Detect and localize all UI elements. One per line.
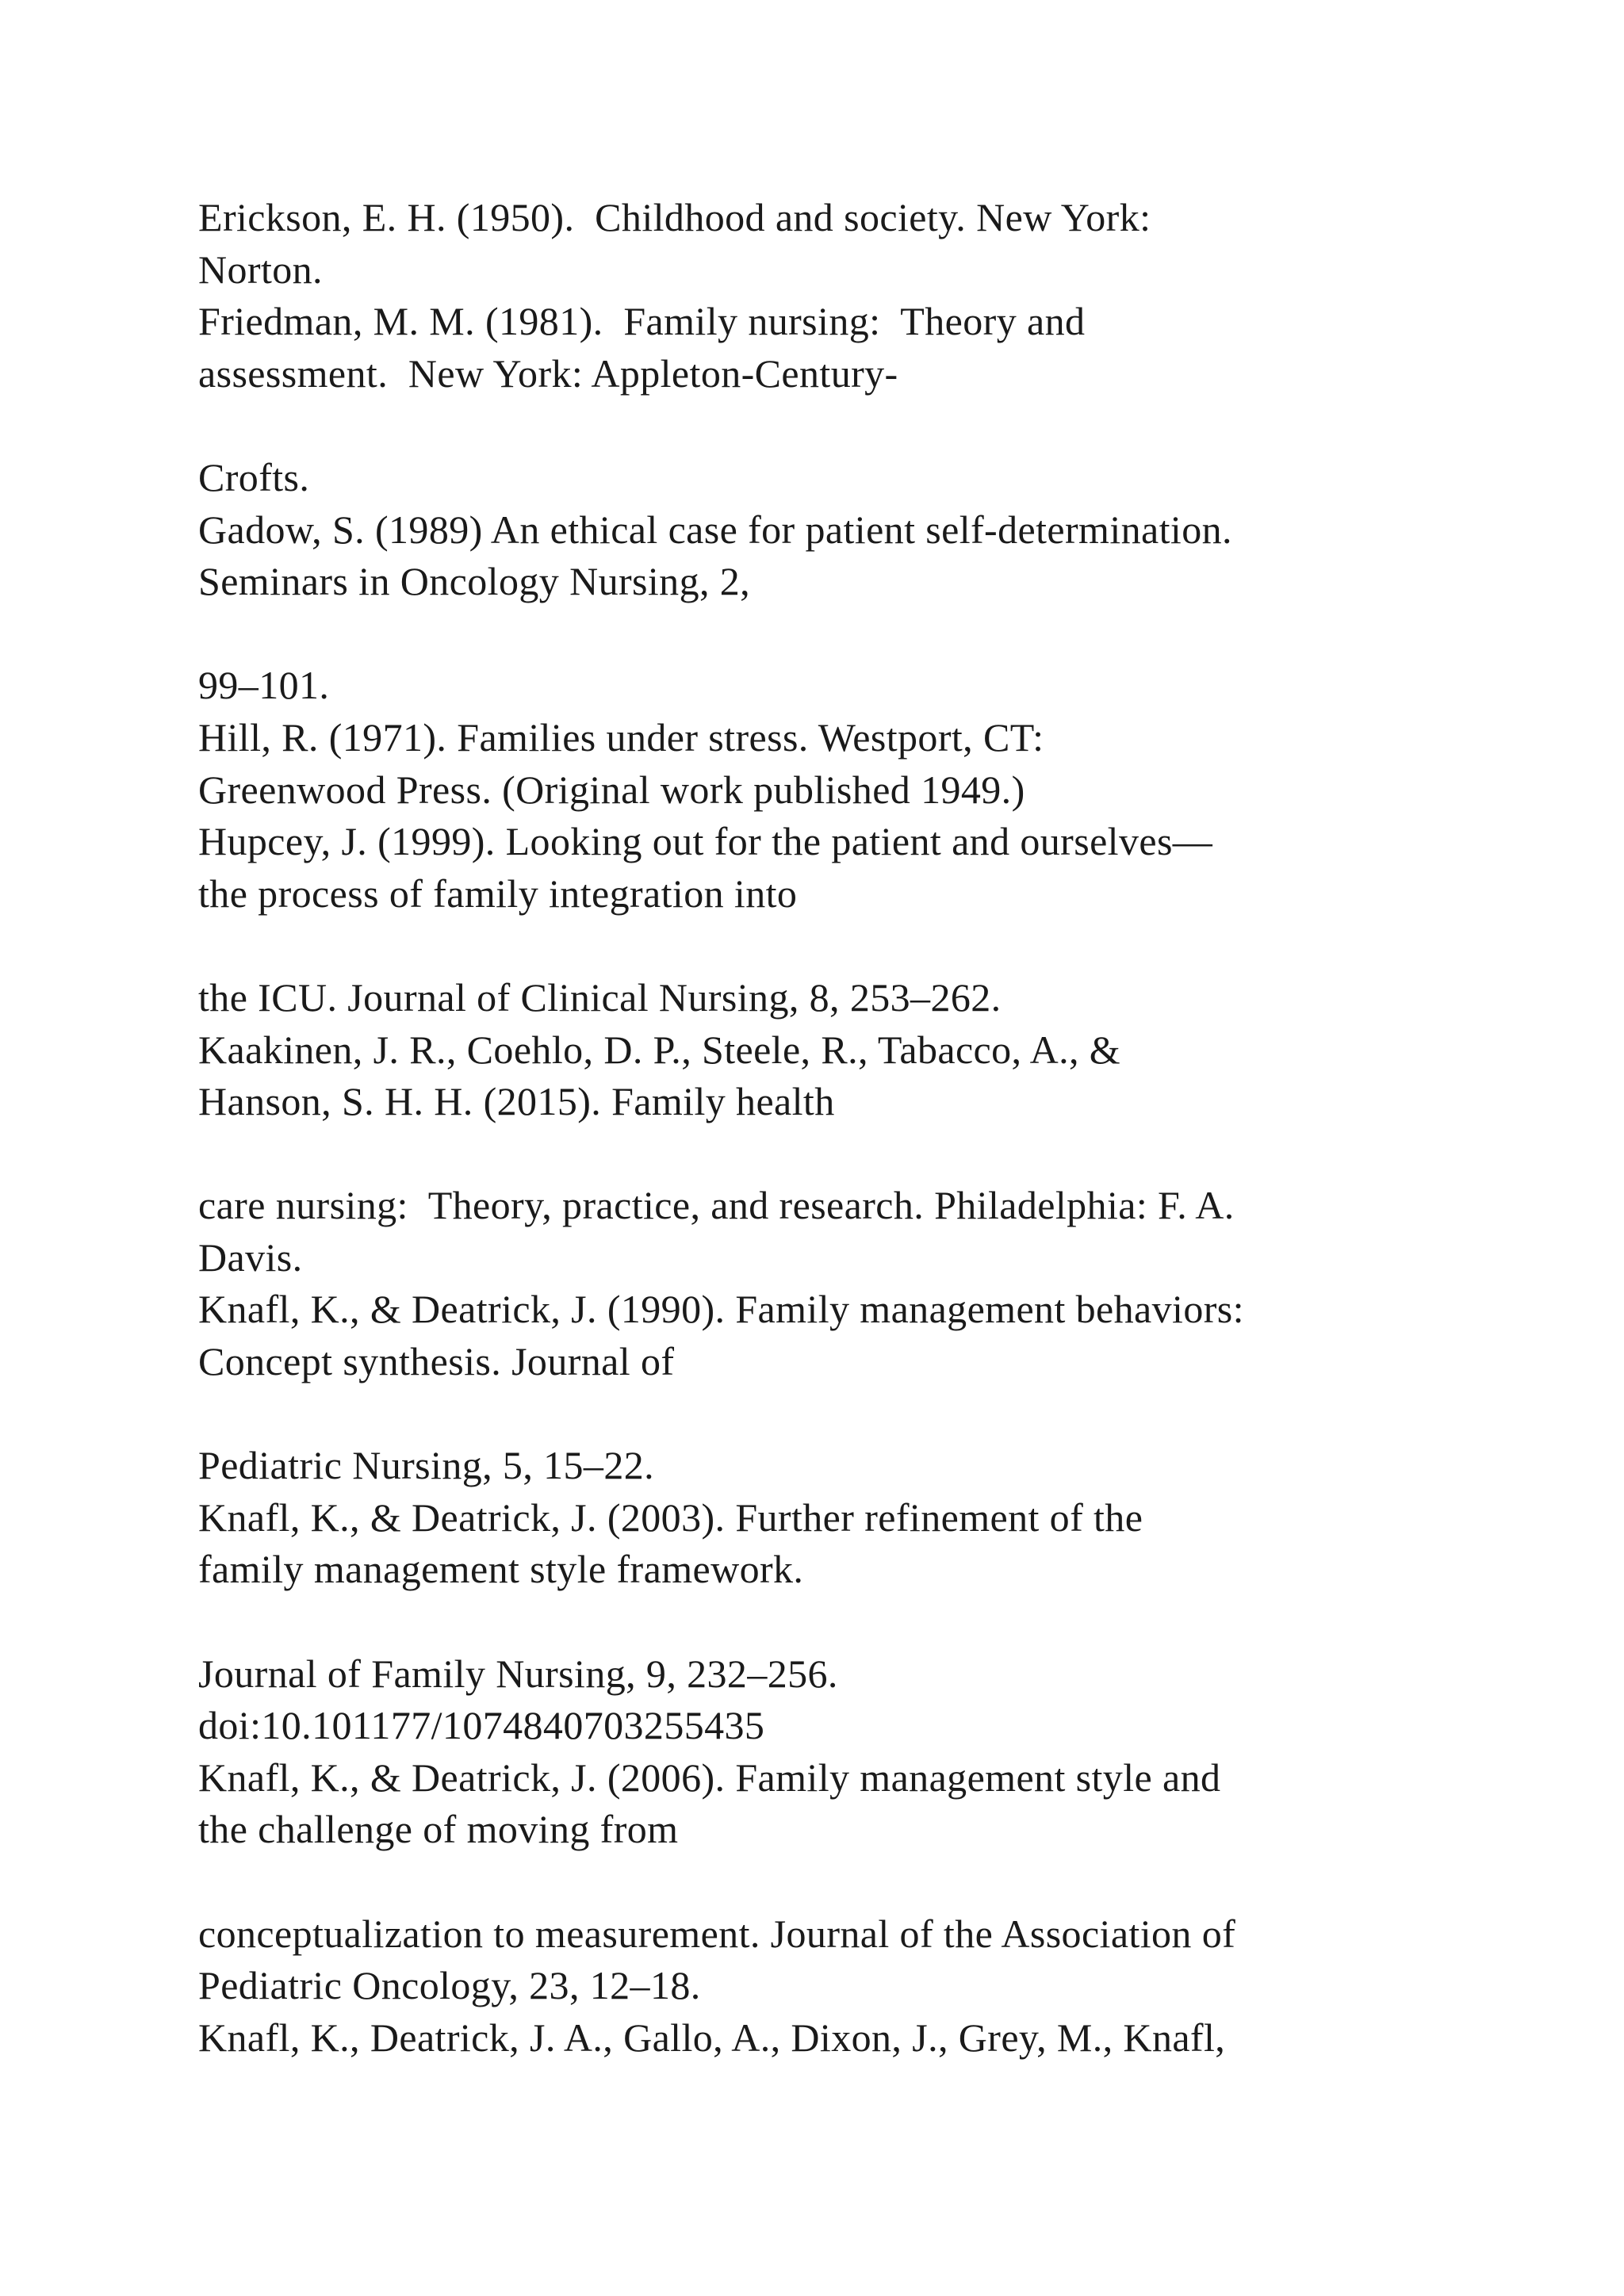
reference-list [198, 192, 1515, 2064]
reference-line: the challenge of moving from [198, 1807, 679, 1852]
reference-line: Knafl, K., & Deatrick, J. (2006). Family management style and [198, 1755, 1221, 1800]
reference-line: Greenwood Press. (Original work published 1949.) [198, 767, 1025, 812]
reference-line: care nursing: Theory, practice, and research. Philadelphia: F. A. [198, 1183, 1235, 1228]
blank-line [198, 400, 1515, 452]
reference-line: Kaakinen, J. R., Coehlo, D. P., Steele, R., Tabacco, A., & [198, 1027, 1121, 1072]
reference-line: Pediatric Oncology, 23, 12–18. [198, 1963, 701, 2008]
reference-line: Concept synthesis. Journal of [198, 1339, 675, 1384]
reference-line: Hupcey, J. (1999). Looking out for the patient and ourselves— [198, 819, 1213, 864]
blank-line [198, 1128, 1515, 1181]
reference-line: doi:10.101177/1074840703255435 [198, 1703, 765, 1748]
reference-line: Knafl, K., & Deatrick, J. (2003). Further refinement of the [198, 1494, 1143, 1540]
blank-line [198, 920, 1515, 972]
reference-line: Norton. [198, 247, 323, 292]
reference-line: Hanson, S. H. H. (2015). Family health [198, 1079, 835, 1124]
reference-line: Knafl, K., Deatrick, J. A., Gallo, A., Dixon, J., Grey, M., Knafl, [198, 2015, 1226, 2060]
blank-line [198, 1388, 1515, 1441]
reference-line: the ICU. Journal of Clinical Nursing, 8, 253–262. [198, 974, 1002, 1020]
blank-line [198, 1596, 1515, 1648]
reference-line: Knafl, K., & Deatrick, J. (1990). Family management behaviors: [198, 1287, 1244, 1332]
reference-line: Pediatric Nursing, 5, 15–22. [198, 1443, 655, 1488]
reference-line: assessment. New York: Appleton-Century- [198, 350, 898, 396]
reference-line: Davis. [198, 1234, 303, 1280]
reference-line: family management style framework. [198, 1547, 804, 1592]
reference-line: Friedman, M. M. (1981). Family nursing: Theory and [198, 299, 1086, 344]
reference-line: conceptualization to measurement. Journal of the Association of [198, 1911, 1236, 1956]
reference-line: Hill, R. (1971). Families under stress. Westport, CT: [198, 714, 1044, 760]
reference-line: Journal of Family Nursing, 9, 232–256. [198, 1651, 838, 1696]
reference-line: Seminars in Oncology Nursing, 2, [198, 559, 751, 604]
reference-line: Crofts. [198, 454, 310, 499]
reference-line: Erickson, E. H. (1950). Childhood and society. New York: [198, 195, 1151, 239]
blank-line [198, 1856, 1515, 1908]
reference-line: the process of family integration into [198, 871, 798, 916]
reference-line: 99–101. [198, 663, 330, 708]
blank-line [198, 608, 1515, 660]
reference-line: Gadow, S. (1989) An ethical case for patient self-determination. [198, 507, 1232, 552]
